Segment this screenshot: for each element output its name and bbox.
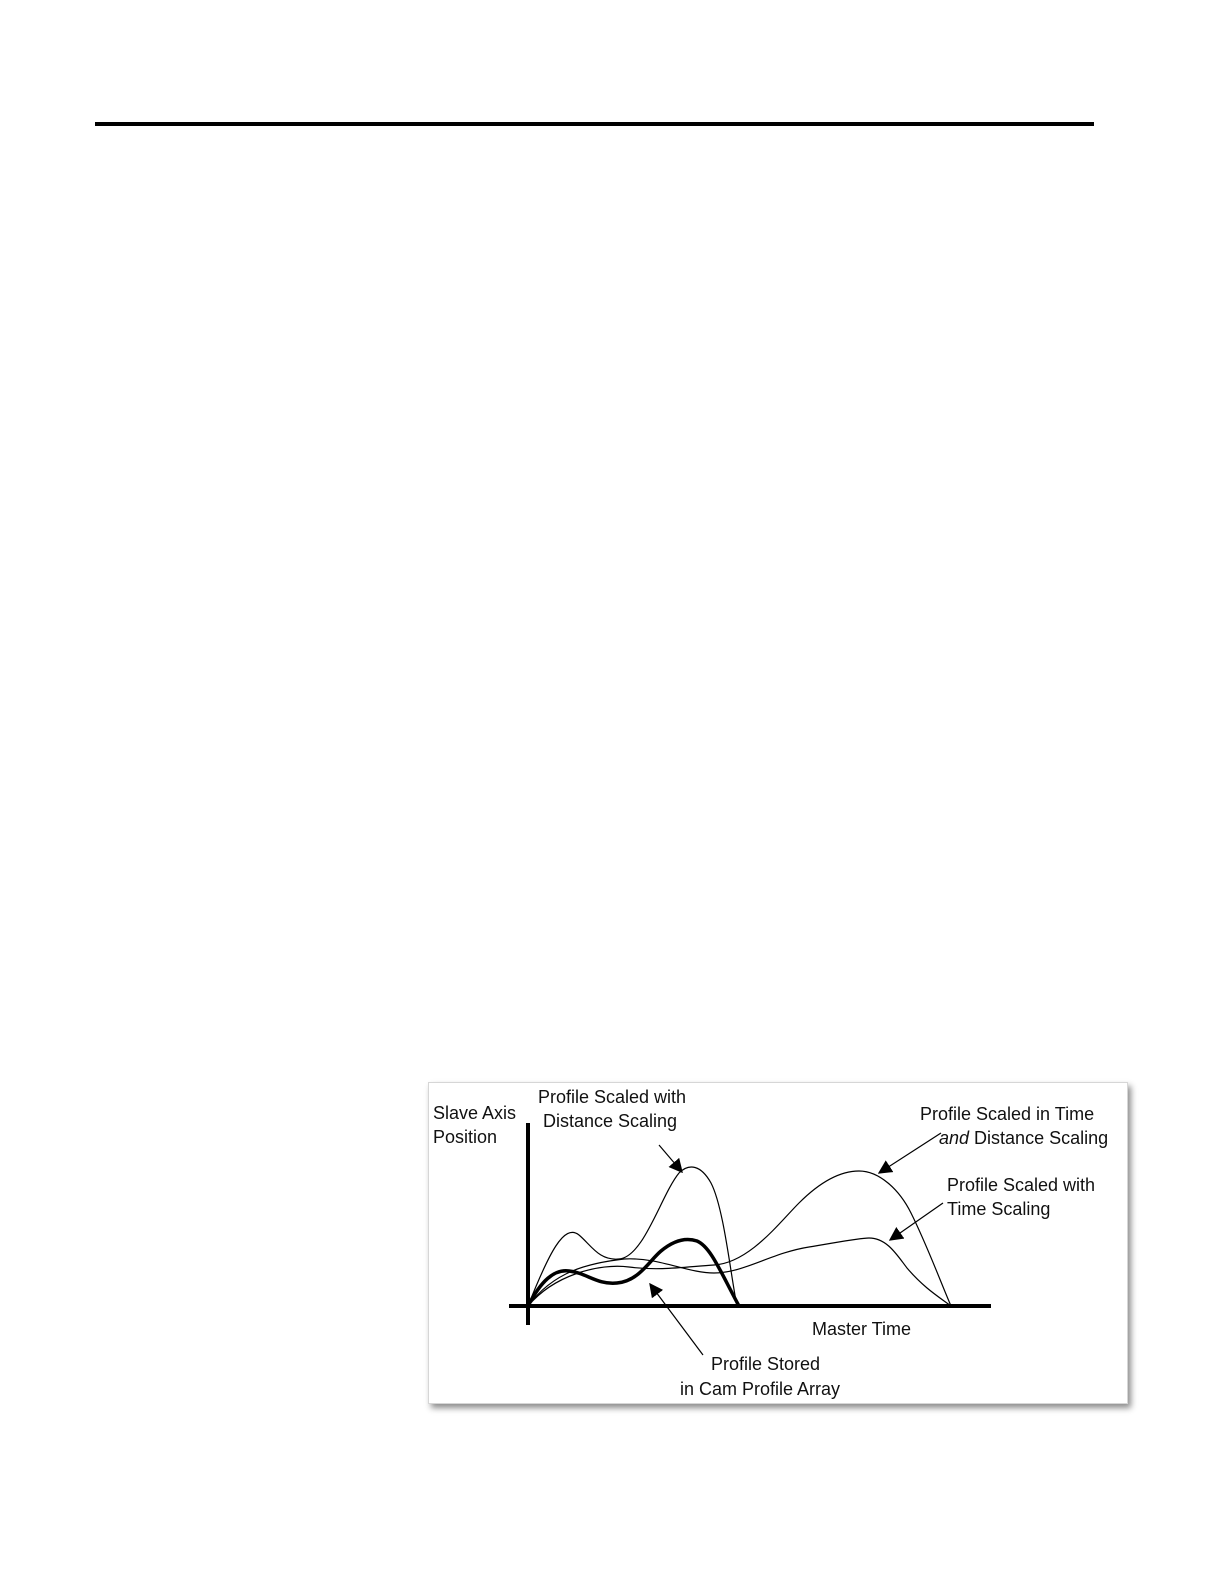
- callout-distance-line1: Profile Scaled with: [538, 1087, 687, 1107]
- callout-distance-line2: Distance Scaling: [543, 1111, 678, 1131]
- callout-stored-line1: Profile Stored: [711, 1354, 821, 1374]
- y-axis-label-line2: Position: [433, 1127, 498, 1147]
- callout-arrow-distance: [659, 1145, 682, 1172]
- callout-time-and-distance-rest: Distance Scaling: [969, 1128, 1109, 1148]
- y-axis-label-line1: Slave Axis: [433, 1103, 517, 1123]
- callout-time-and-distance-line1: Profile Scaled in Time: [920, 1104, 1095, 1124]
- callout-stored-line2: in Cam Profile Array: [680, 1379, 841, 1399]
- callout-time-and-distance-italic: and: [939, 1128, 970, 1148]
- callout-time-line2: Time Scaling: [947, 1199, 1051, 1219]
- x-axis-label: Master Time: [812, 1319, 912, 1339]
- curve-time-and-distance-scaled: [528, 1171, 951, 1306]
- callout-arrow-stored: [650, 1284, 703, 1355]
- cam-profile-figure: [428, 1082, 1128, 1404]
- callout-arrow-time: [890, 1203, 943, 1240]
- callout-arrow-time-and-distance: [879, 1133, 941, 1173]
- callout-time-line1: Profile Scaled with: [947, 1175, 1096, 1195]
- header-rule: [95, 122, 1094, 126]
- curve-time-scaled: [528, 1238, 951, 1306]
- curve-distance-scaled: [528, 1167, 737, 1306]
- cam-profile-diagram: [429, 1083, 1127, 1403]
- callout-time-and-distance-line2: [939, 1128, 1108, 1148]
